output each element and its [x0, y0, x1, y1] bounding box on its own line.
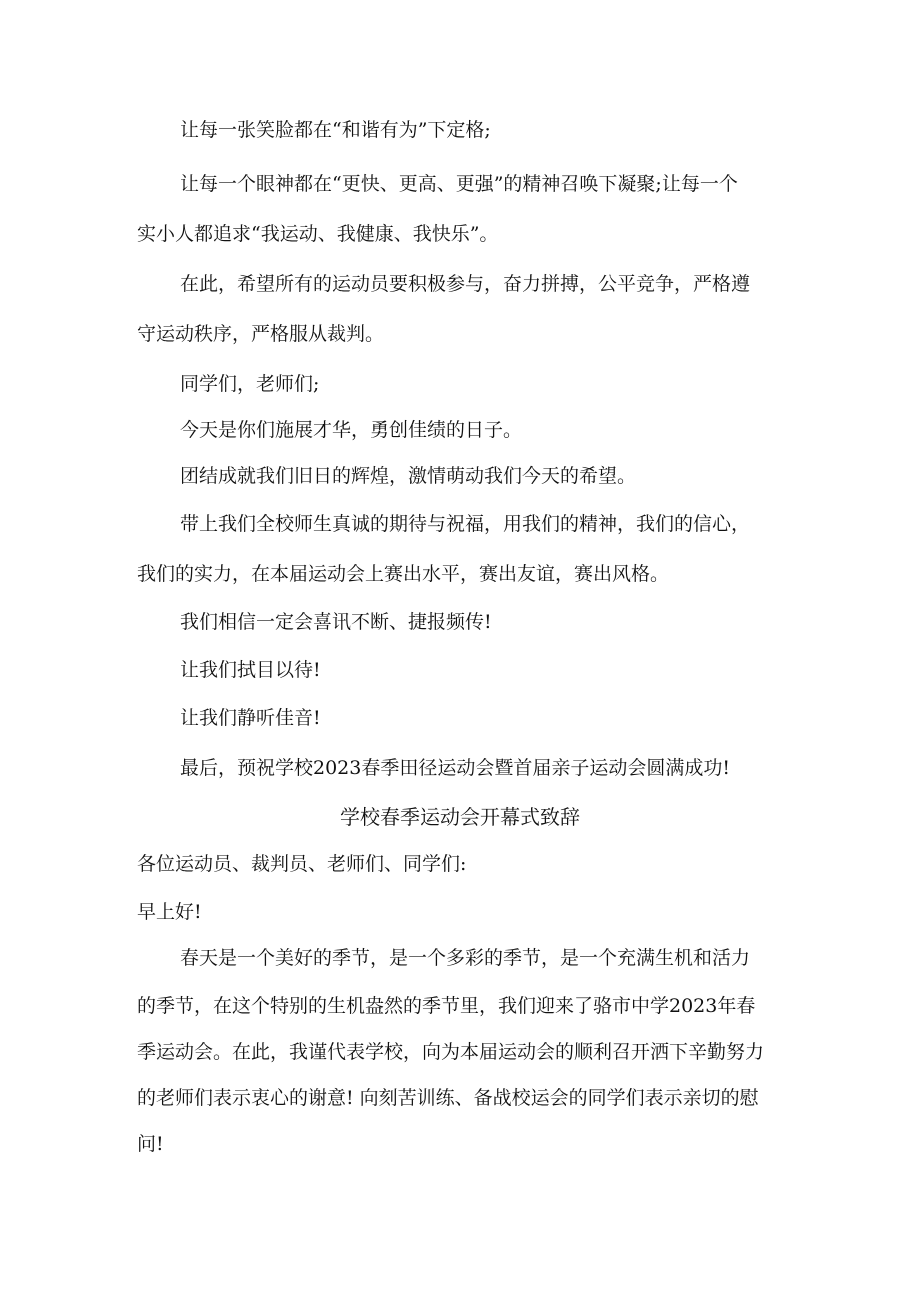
paragraph-line: 同学们，老师们; — [180, 373, 320, 395]
paragraph-line: 让我们拭目以待! — [180, 659, 321, 681]
paragraph-line: 让我们静听佳音! — [180, 707, 321, 729]
paragraph-line: 的老师们表示衷心的谢意! 向刻苦训练、备战校运会的同学们表示亲切的慰 — [137, 1087, 759, 1109]
paragraph-line: 团结成就我们旧日的辉煌，激情萌动我们今天的希望。 — [180, 465, 637, 487]
paragraph-line: 的季节，在这个特别的生机盎然的季节里，我们迎来了骆市中学2023年春 — [137, 995, 756, 1017]
paragraph-line: 让每一个眼神都在“更快、更高、更强”的精神召唤下凝聚;让每一个 — [180, 173, 738, 195]
paragraph-line: 问! — [137, 1133, 164, 1155]
paragraph-line: 今天是你们施展才华，勇创佳绩的日子。 — [180, 419, 523, 441]
paragraph-line: 让每一张笑脸都在“和谐有为”下定格; — [180, 119, 491, 141]
paragraph-line: 实小人都追求“我运动、我健康、我快乐”。 — [137, 223, 499, 245]
paragraph-line: 我们相信一定会喜讯不断、捷报频传! — [180, 611, 492, 633]
paragraph-line: 我们的实力，在本届运动会上赛出水平，赛出友谊，赛出风格。 — [137, 563, 670, 585]
paragraph-line: 季运动会。在此，我谨代表学校，向为本届运动会的顺利召开洒下辛勤努力 — [137, 1041, 765, 1063]
greeting: 早上好! — [137, 901, 202, 923]
section-title: 学校春季运动会开幕式致辞 — [340, 805, 580, 829]
paragraph-line: 最后，预祝学校2023春季田径运动会暨首届亲子运动会圆满成功! — [180, 757, 730, 779]
salutation: 各位运动员、裁判员、老师们、同学们: — [137, 853, 467, 875]
paragraph-line: 守运动秩序，严格服从裁判。 — [137, 323, 385, 345]
paragraph-line: 春天是一个美好的季节，是一个多彩的季节，是一个充满生机和活力 — [180, 947, 751, 969]
paragraph-line: 带上我们全校师生真诚的期待与祝福，用我们的精神，我们的信心， — [180, 513, 751, 535]
paragraph-line: 在此，希望所有的运动员要积极参与，奋力拼搏，公平竞争，严格遵 — [180, 273, 751, 295]
